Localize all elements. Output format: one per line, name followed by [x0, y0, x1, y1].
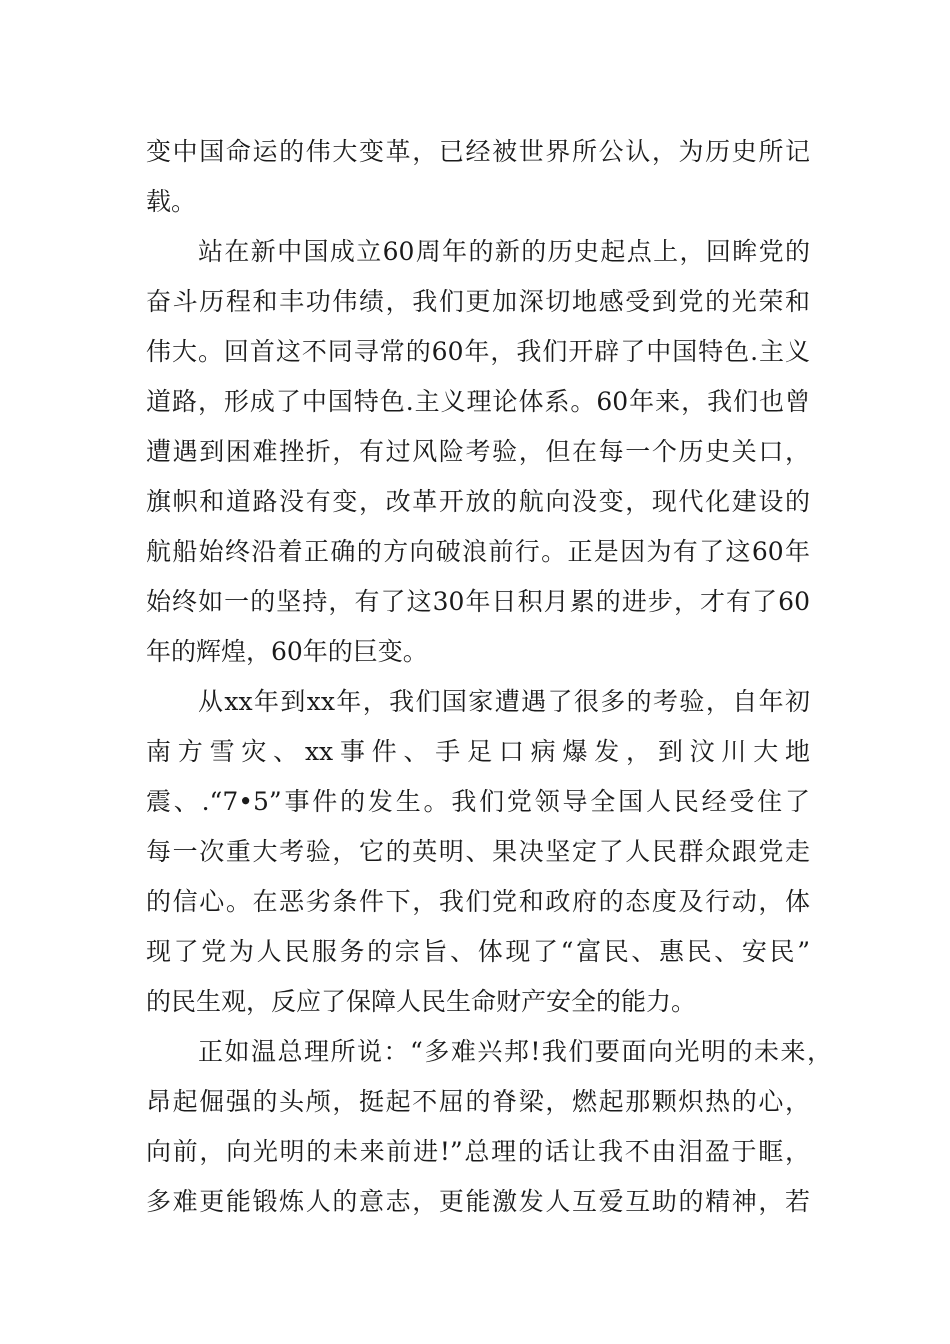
text-line: 正如温总理所说：“多难兴邦!我们要面向光明的未来， — [198, 1037, 832, 1066]
text-line: 变中国命运的伟大变革，已经被世界所公认，为历史所记 — [146, 137, 810, 166]
text-line: 始终如一的坚持，有了这30年日积月累的进步，才有了60 — [146, 587, 810, 616]
text-line: 奋斗历程和丰功伟绩，我们更加深切地感受到党的光荣和 — [146, 287, 810, 316]
text-line: 向前，向光明的未来前进!”总理的话让我不由泪盈于眶， — [146, 1137, 810, 1166]
text-line: 伟大。回首这不同寻常的60年，我们开辟了中国特色.主义 — [146, 337, 810, 366]
text-line: 旗帜和道路没有变，改革开放的航向没变，现代化建设的 — [146, 487, 810, 516]
text-line: 遭遇到困难挫折，有过风险考验，但在每一个历史关口， — [146, 437, 810, 466]
text-line: 的信心。在恶劣条件下，我们党和政府的态度及行动，体 — [146, 887, 810, 916]
text-line: 载。 — [146, 187, 197, 216]
text-line: 从xx年到xx年，我们国家遭遇了很多的考验，自年初 — [198, 687, 810, 716]
text-line: 现了党为人民服务的宗旨、体现了“富民、惠民、安民” — [146, 937, 810, 966]
text-line: 南方雪灾、xx事件、手足口病爆发，到汶川大地 — [146, 737, 810, 766]
text-line: 站在新中国成立60周年的新的历史起点上，回眸党的 — [198, 237, 810, 266]
text-line: 航船始终沿着正确的方向破浪前行。正是因为有了这60年 — [146, 537, 810, 566]
text-line: 每一次重大考验，它的英明、果决坚定了人民群众跟党走 — [146, 837, 810, 866]
text-line: 道路，形成了中国特色.主义理论体系。60年来，我们也曾 — [146, 387, 810, 416]
text-line: 昂起倔强的头颅，挺起不屈的脊梁，燃起那颗炽热的心， — [146, 1087, 810, 1116]
text-line: 多难更能锻炼人的意志，更能激发人互爱互助的精神，若 — [146, 1187, 810, 1216]
text-line: 震、.“7•5”事件的发生。我们党领导全国人民经受住了 — [146, 787, 810, 816]
text-line: 的民生观，反应了保障人民生命财产安全的能力。 — [146, 987, 697, 1016]
text-line: 年的辉煌，60年的巨变。 — [146, 637, 428, 666]
